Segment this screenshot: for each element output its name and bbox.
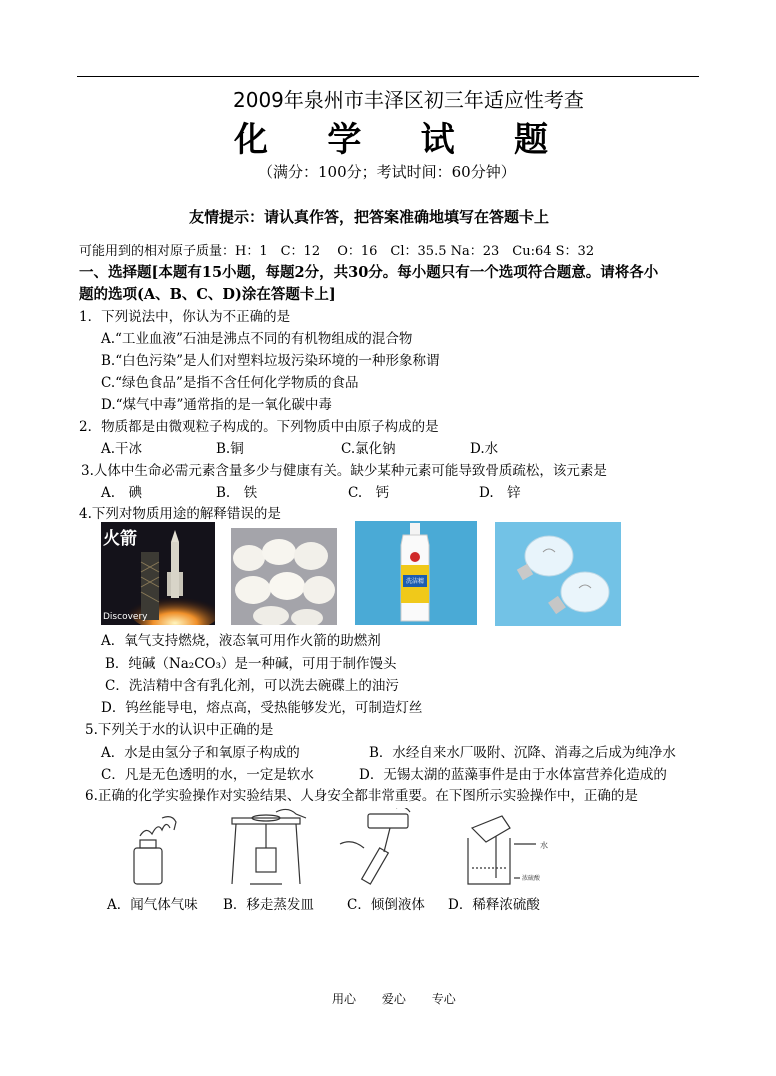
subject-char: 试	[420, 120, 455, 160]
q1-option-a: A.“工业血液”石油是沸点不同的有机物组成的混合物	[101, 331, 413, 347]
q5-option-d: D．无锡太湖的蓝藻事件是由于水体富营养化造成的	[359, 767, 667, 783]
q4-option-a: A．氧气支持燃烧，液态氧可用作火箭的助燃剂	[101, 633, 381, 649]
pour-liquid-diagram	[340, 808, 410, 884]
q2-option-a: A.干冰	[101, 441, 143, 457]
dilute-acid-diagram	[468, 816, 536, 884]
header-rule	[77, 76, 699, 77]
q3-stem: 3.人体中生命必需元素含量多少与健康有关。缺少某种元素可能导致骨质疏松，该元素是	[81, 463, 607, 479]
footer-word: 爱心	[381, 992, 406, 1006]
steamed-buns-photo	[231, 528, 337, 625]
light-bulbs-photo	[495, 522, 621, 626]
q1-option-d: D.“煤气中毒”通常指的是一氧化碳中毒	[101, 397, 332, 413]
rocket-photo	[101, 522, 215, 625]
q1-stem: 1．下列说法中，你认为不正确的是	[79, 309, 291, 325]
q4-option-d: D．钨丝能导电，熔点高，受热能够发光，可制造灯丝	[101, 700, 423, 716]
q3-option-c: C. 钙	[348, 485, 390, 501]
q3-option-a: A. 碘	[101, 485, 143, 501]
dish-soap-label: 洗洁精	[405, 578, 424, 585]
friendly-tip: 友情提示：请认真作答，把答案准确地填写在答题卡上	[189, 208, 550, 226]
footer	[332, 990, 478, 1007]
rocket-photo-title: 火箭	[103, 529, 137, 549]
section-heading-line2: 题的选项(A、B、C、D)涂在答题卡上]	[79, 286, 336, 303]
q2-option-c: C.氯化钠	[341, 441, 396, 457]
diagram-label-acid: 浓硫酸	[522, 875, 541, 882]
q4-option-b: B．纯碱（Na₂CO₃）是一种碱，可用于制作馒头	[105, 656, 397, 672]
atomic-masses: 可能用到的相对原子质量：H：1 C：12 O：16 Cl：35.5 Na：23 Cu:64 S：32	[79, 244, 595, 259]
evaporating-dish-diagram	[232, 809, 306, 884]
dish-soap-photo	[355, 521, 477, 625]
lab-operations-diagram	[100, 808, 580, 888]
subject-char: 题	[513, 120, 548, 160]
smell-gas-diagram	[134, 817, 176, 884]
q4-option-c: C．洗洁精中含有乳化剂，可以洗去碗碟上的油污	[105, 678, 399, 694]
q6-option-c: C．倾倒液体	[347, 897, 425, 913]
q5-option-a: A．水是由氢分子和氧原子构成的	[101, 745, 300, 761]
q6-stem: 6.正确的化学实验操作对实验结果、人身安全都非常重要。在下图所示实验操作中，正确的是	[85, 788, 638, 804]
q3-option-b: B. 铁	[216, 485, 258, 501]
diagram-label-water: 水	[540, 841, 548, 850]
q2-option-b: B.铜	[216, 441, 244, 457]
q6-option-b: B．移走蒸发皿	[223, 897, 314, 913]
q4-stem: 4.下列对物质用途的解释错误的是	[79, 506, 281, 522]
footer-word: 专心	[431, 992, 456, 1006]
q3-option-d: D. 锌	[479, 485, 521, 501]
q5-stem: 5.下列关于水的认识中正确的是	[85, 722, 274, 738]
exam-title: 2009年泉州市丰泽区初三年适应性考查	[233, 88, 584, 112]
q5-option-c: C．凡是无色透明的水，一定是软水	[101, 767, 314, 783]
q1-option-c: C.“绿色食品”是指不含任何化学物质的食品	[101, 375, 359, 391]
subject-char: 学	[327, 120, 362, 160]
footer-word: 用心	[332, 992, 357, 1006]
section-heading-line1: 一、选择题[本题有15小题，每题2分，共30分。每小题只有一个选项符合题意。请将各小	[79, 264, 659, 281]
q5-option-b: B．水经自来水厂吸附、沉降、消毒之后成为纯净水	[369, 745, 676, 761]
rocket-photo-caption: Discovery	[103, 612, 148, 622]
subject-title	[234, 112, 548, 161]
subject-char: 化	[234, 120, 268, 160]
q1-option-b: B.“白色污染”是人们对塑料垃圾污染环境的一种形象称谓	[101, 353, 440, 369]
q6-option-a: A．闻气体气味	[107, 897, 198, 913]
q2-stem: 2．物质都是由微观粒子构成的。下列物质中由原子构成的是	[79, 419, 439, 435]
exam-info: （满分：100分；考试时间：60分钟）	[258, 163, 516, 181]
q2-option-d: D.水	[470, 441, 499, 457]
q6-option-d: D．稀释浓硫酸	[448, 897, 540, 913]
